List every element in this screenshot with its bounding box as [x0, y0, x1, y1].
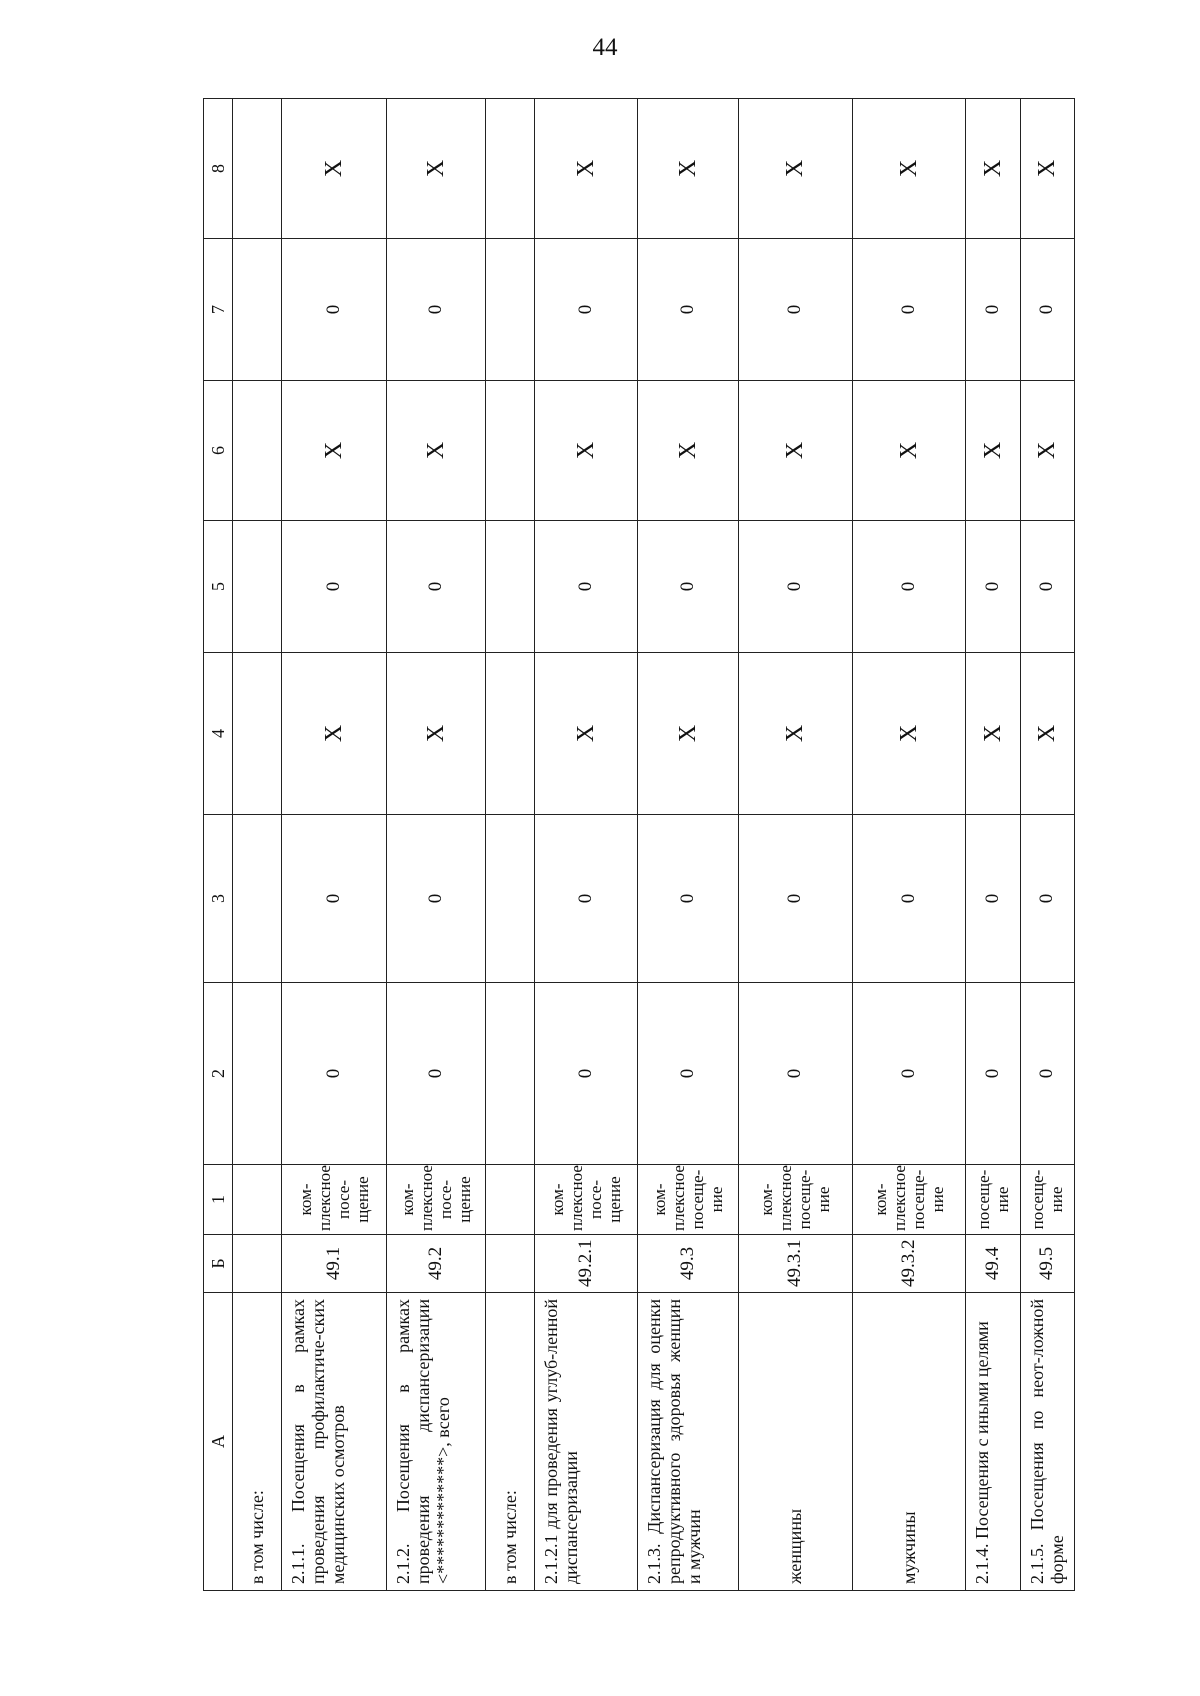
cell-value: Х [853, 653, 966, 815]
row-unit: ком-плексное посеще-ние [738, 1165, 853, 1235]
cell-value: Х [535, 381, 638, 521]
cell-value: Х [738, 381, 853, 521]
row-code: 49.1 [282, 1235, 387, 1293]
column-header: 4 [204, 653, 233, 815]
cell-value: 0 [535, 521, 638, 653]
table-row [966, 99, 1020, 1591]
column-header: Б [204, 1235, 233, 1293]
row-code: 49.3.1 [738, 1235, 853, 1293]
cell-value: 0 [387, 983, 486, 1165]
rotated-table-container [203, 99, 1075, 1591]
cell-value: Х [1020, 99, 1074, 239]
cell-value: 0 [738, 239, 853, 381]
row-unit: ком-плексное посе-щение [387, 1165, 486, 1235]
cell-value: Х [282, 99, 387, 239]
cell-value: 0 [282, 521, 387, 653]
cell-value: 0 [853, 983, 966, 1165]
row-label: 2.1.5. Посещения по неот-ложной форме [1020, 1293, 1074, 1591]
cell-value: 0 [853, 815, 966, 983]
row-unit: ком-плексное посе-щение [282, 1165, 387, 1235]
column-header: 6 [204, 381, 233, 521]
row-label: 2.1.2. Посещения в рамках проведения диспансеризации <*************>, всего [387, 1293, 486, 1591]
cell-value: 0 [535, 983, 638, 1165]
cell-value: Х [966, 381, 1020, 521]
column-header: 2 [204, 983, 233, 1165]
cell-value: Х [966, 99, 1020, 239]
row-unit: посеще-ние [966, 1165, 1020, 1235]
cell-value: 0 [738, 815, 853, 983]
column-header: 7 [204, 239, 233, 381]
table-row [1020, 99, 1074, 1591]
row-label: 2.1.3. Диспансеризация для оценки репродуктивного здоровья женщин и мужчин [637, 1293, 738, 1591]
row-unit: ком-плексное посе-щение [535, 1165, 638, 1235]
page-number: 44 [592, 34, 618, 61]
cell-value: 0 [966, 521, 1020, 653]
cell-value: Х [637, 653, 738, 815]
cell-value: 0 [637, 815, 738, 983]
cell-value: Х [387, 381, 486, 521]
row-label: 2.1.2.1 для проведения углуб-ленной диспансеризации [535, 1293, 638, 1591]
cell-value: 0 [637, 983, 738, 1165]
cell-value: Х [1020, 381, 1074, 521]
cell-value: 0 [282, 815, 387, 983]
row-code: 49.2.1 [535, 1235, 638, 1293]
table-row [738, 99, 853, 1591]
row-label: 2.1.1. Посещения в рамках проведения профилактиче-ских медицинских осмотров [282, 1293, 387, 1591]
row-unit: ком-плексное посеще-ние [637, 1165, 738, 1235]
cell-value: 0 [282, 983, 387, 1165]
row-label: мужчины [853, 1293, 966, 1591]
cell-value: 0 [1020, 239, 1074, 381]
cell-value: Х [535, 99, 638, 239]
row-unit: посеще-ние [1020, 1165, 1074, 1235]
cell-value: 0 [637, 239, 738, 381]
cell-value: Х [637, 381, 738, 521]
cell-value: Х [387, 99, 486, 239]
table-row [387, 99, 486, 1591]
row-label: в том числе: [485, 1293, 534, 1591]
cell-value: 0 [387, 521, 486, 653]
cell-value: Х [1020, 653, 1074, 815]
row-label: в том числе: [233, 1293, 282, 1591]
header-row [204, 99, 233, 1591]
row-code: 49.5 [1020, 1235, 1074, 1293]
cell-value: Х [853, 99, 966, 239]
column-header: 8 [204, 99, 233, 239]
cell-value: 0 [966, 239, 1020, 381]
cell-value: 0 [738, 983, 853, 1165]
table-row [637, 99, 738, 1591]
cell-value: Х [282, 381, 387, 521]
row-code: 49.4 [966, 1235, 1020, 1293]
table-subheader-row [233, 99, 282, 1591]
cell-value: 0 [387, 239, 486, 381]
row-code: 49.3.2 [853, 1235, 966, 1293]
cell-value: Х [637, 99, 738, 239]
table-row [535, 99, 638, 1591]
cell-value: 0 [853, 521, 966, 653]
cell-value: 0 [853, 239, 966, 381]
cell-value: Х [853, 381, 966, 521]
cell-value: Х [282, 653, 387, 815]
cell-value: Х [738, 99, 853, 239]
cell-value: 0 [535, 239, 638, 381]
column-header: 3 [204, 815, 233, 983]
column-header: А [204, 1293, 233, 1591]
cell-value: Х [966, 653, 1020, 815]
table-row [853, 99, 966, 1591]
cell-value: 0 [1020, 521, 1074, 653]
column-header: 5 [204, 521, 233, 653]
cell-value: 0 [738, 521, 853, 653]
table-row [282, 99, 387, 1591]
cell-value: Х [535, 653, 638, 815]
cell-value: 0 [282, 239, 387, 381]
data-table [203, 98, 1075, 1591]
cell-value: Х [738, 653, 853, 815]
cell-value: 0 [637, 521, 738, 653]
table-subheader-row [485, 99, 534, 1591]
row-label: 2.1.4. Посещения с иными целями [966, 1293, 1020, 1591]
cell-value: 0 [1020, 983, 1074, 1165]
cell-value: 0 [535, 815, 638, 983]
cell-value: 0 [966, 815, 1020, 983]
cell-value: 0 [387, 815, 486, 983]
cell-value: Х [387, 653, 486, 815]
row-code: 49.2 [387, 1235, 486, 1293]
cell-value: 0 [1020, 815, 1074, 983]
column-header: 1 [204, 1165, 233, 1235]
row-unit: ком-плексное посеще-ние [853, 1165, 966, 1235]
row-code: 49.3 [637, 1235, 738, 1293]
cell-value: 0 [966, 983, 1020, 1165]
row-label: женщины [738, 1293, 853, 1591]
